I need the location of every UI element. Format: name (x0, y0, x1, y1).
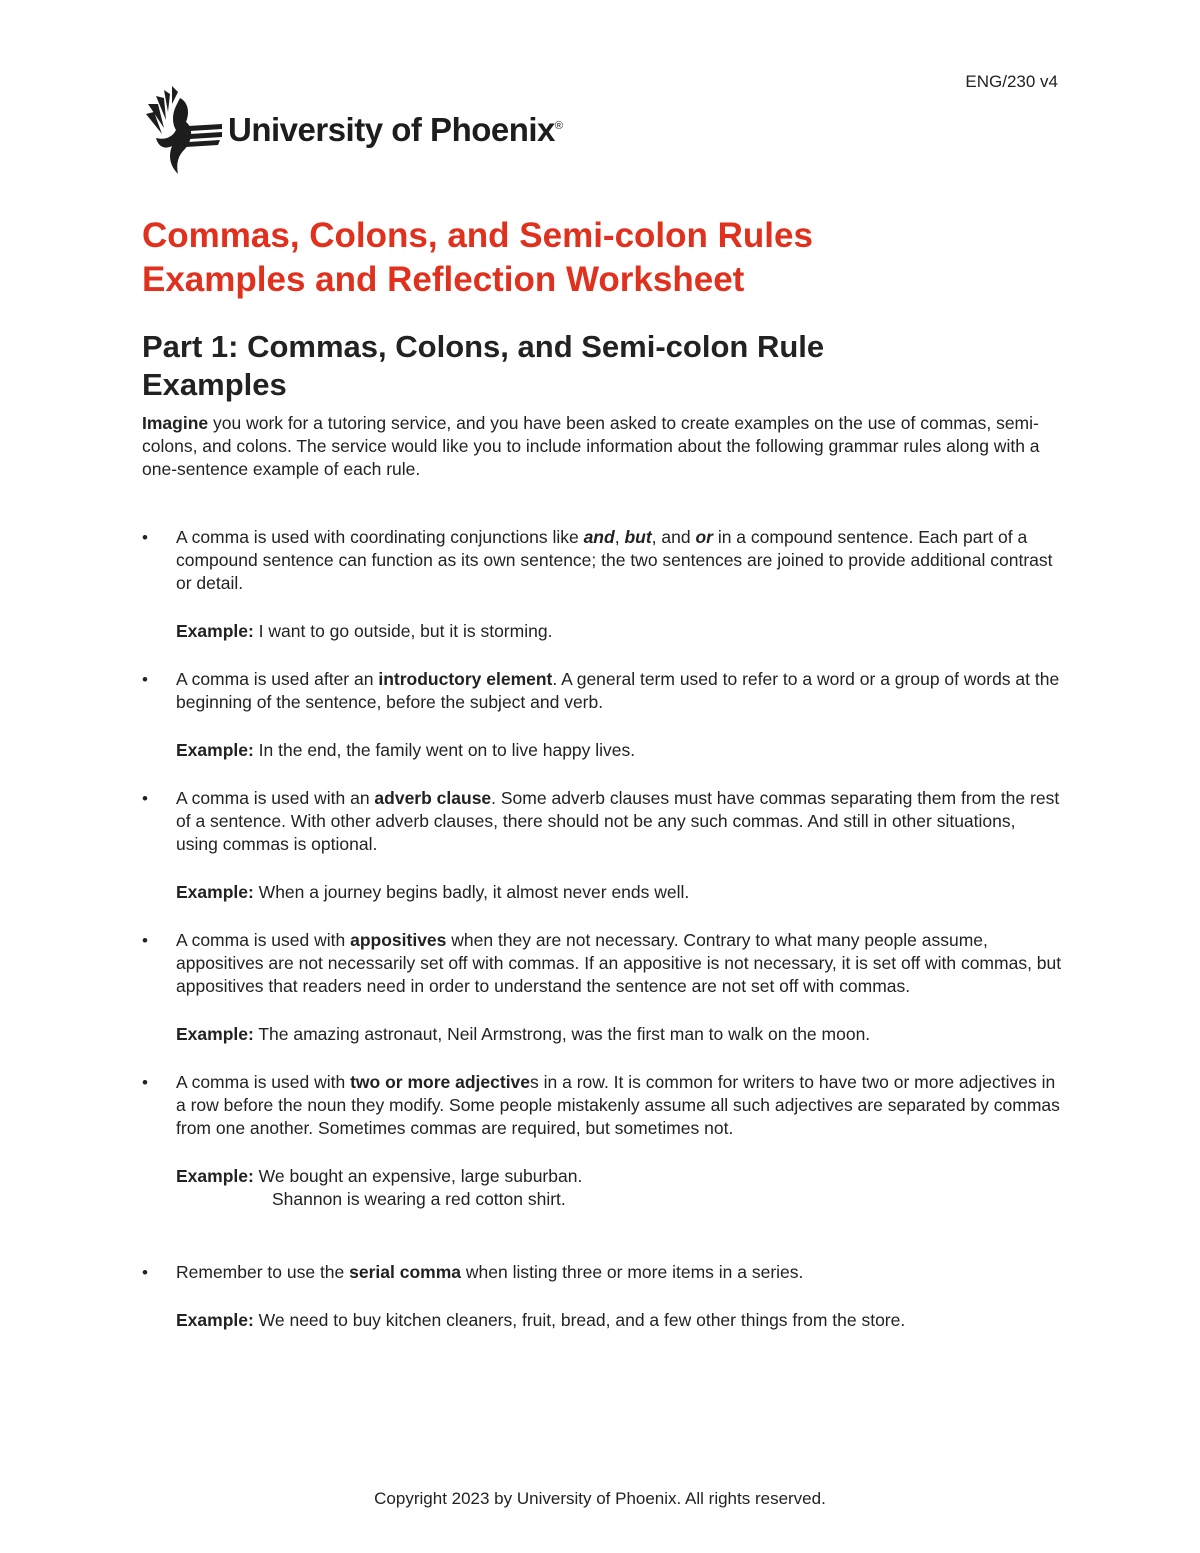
rule-item (142, 1071, 1062, 1211)
rule-example: Example: We bought an expensive, large suburban. (176, 1166, 583, 1186)
rule-item (142, 787, 1062, 904)
part-heading: Part 1: Commas, Colons, and Semi-colon Rule Examples (142, 329, 825, 402)
phoenix-icon (142, 84, 224, 176)
university-logo (142, 84, 563, 176)
rule-example: Example: The amazing astronaut, Neil Armstrong, was the first man to walk on the moon. (176, 1024, 871, 1044)
rule-example: Example: In the end, the family went on to live happy lives. (176, 740, 636, 760)
rule-example: Example: I want to go outside, but it is storming. (176, 621, 553, 641)
rule-example-continued: Shannon is wearing a red cotton shirt. (272, 1189, 566, 1209)
rule-list (142, 526, 1062, 1332)
course-code: ENG/230 v4 (965, 72, 1058, 91)
rule-text: A comma is used with an adverb clause. Some adverb clauses must have commas separating them from the rest of a sentence. With other adverb clauses, there should not be any such commas. And still in other situations, using commas is optional. (176, 788, 1060, 854)
rule-text: Remember to use the serial comma when listing three or more items in a series. (176, 1262, 804, 1282)
intro-paragraph: Imagine you work for a tutoring service, and you have been asked to create examples on the use of commas, semi-colons, and colons. The service would like you to include information about the following grammar rules along with a one-sentence example of each rule. (142, 413, 1040, 479)
rule-text: A comma is used after an introductory element. A general term used to refer to a word or a group of words at the beginning of the sentence, before the subject and verb. (176, 669, 1060, 712)
copyright-footer: Copyright 2023 by University of Phoenix. All rights reserved. (374, 1489, 826, 1508)
rule-item (142, 526, 1062, 643)
rule-text: A comma is used with appositives when they are not necessary. Contrary to what many people assume, appositives are not necessarily set off with commas. If an appositive is not necessary, it is set off with commas, but appositives that readers need in order to understand the sentence are not set off with commas. (176, 930, 1062, 996)
logo-wordmark: University of Phoenix® (228, 111, 563, 148)
rule-text: A comma is used with two or more adjectives in a row. It is common for writers to have two or more adjectives in a row before the noun they modify. Some people mistakenly assume all such adjectives are separated by commas from one another. Sometimes commas are required, but sometimes not. (176, 1072, 1060, 1138)
rule-example: Example: We need to buy kitchen cleaners, fruit, bread, and a few other things from the store. (176, 1310, 906, 1330)
rule-text: A comma is used with coordinating conjunctions like and, but, and or in a compound sentence. Each part of a compound sentence can function as its own sentence; the two sentences are joined to provide additional contrast or detail. (176, 527, 1053, 593)
bullet: • (142, 670, 148, 689)
document-title: Commas, Colons, and Semi-colon Rules Examples and Reflection Worksheet (142, 216, 813, 299)
bullet: • (142, 931, 148, 950)
rule-item (142, 668, 1062, 762)
bullet: • (142, 1073, 148, 1092)
bullet: • (142, 528, 148, 547)
rule-item (142, 1261, 1062, 1332)
rule-example: Example: When a journey begins badly, it almost never ends well. (176, 882, 690, 902)
bullet: • (142, 789, 148, 808)
rule-item (142, 929, 1062, 1046)
bullet: • (142, 1263, 148, 1282)
